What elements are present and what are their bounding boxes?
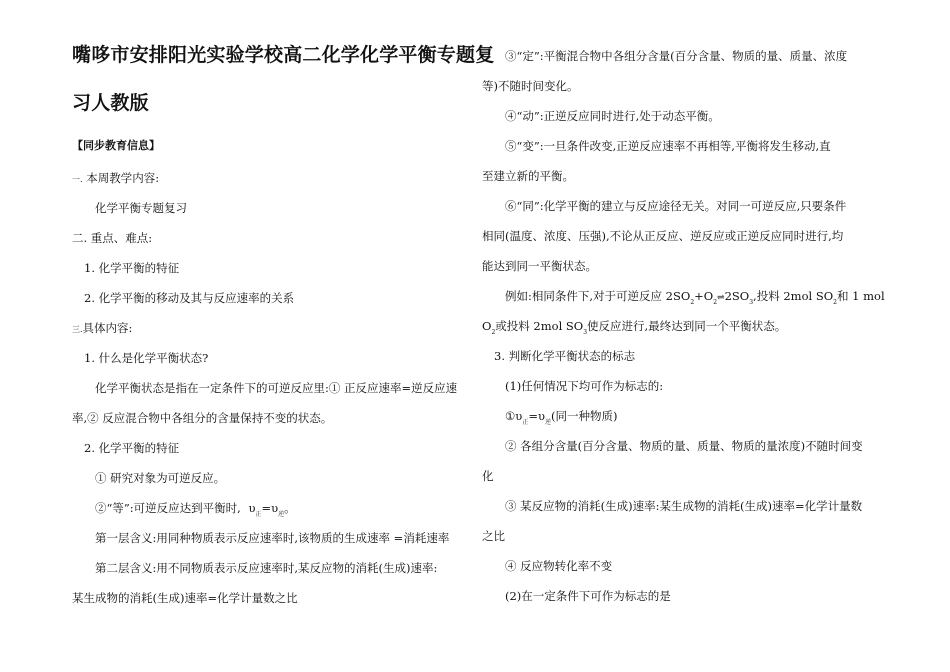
section1-body: 化学平衡专题复习	[95, 201, 187, 215]
subscript-reverse: 逆	[278, 511, 285, 518]
mark-1-1	[505, 408, 617, 427]
example-text: 使反应进行,最终达到同一个平衡状态。	[587, 319, 787, 333]
question-1: 1. 什么是化学平衡状态?	[84, 351, 209, 365]
example-line1	[505, 288, 885, 307]
formula-part: 2SO	[724, 289, 750, 303]
equals-v: =υ	[261, 501, 279, 515]
equals-v: =υ	[528, 409, 545, 423]
q1-body-line2: 率,② 反应混合物中各组分的含量保持不变的状态。	[72, 411, 333, 425]
layer2-meaning-line2: 某生成物的消耗(生成)速率=化学计量数之比	[72, 591, 298, 605]
feature-3-line1: ③“定”:平衡混合物中各组分含量(百分含量、物质的量、质量、浓度	[505, 49, 848, 63]
mark-2-heading: (2)在一定条件下可作为标志的是	[505, 589, 671, 603]
q1-body-line1: 化学平衡状态是指在一定条件下的可逆反应里:① 正反应速率=逆反应速	[95, 381, 458, 395]
formula-part: O	[482, 319, 492, 333]
mark-1-2-line2: 化	[482, 469, 494, 483]
period: 。	[284, 501, 296, 515]
example-text: 例如:相同条件下,对于可逆反应 2SO	[505, 289, 691, 303]
feature-6-line3: 能达到同一平衡状态。	[482, 259, 597, 273]
section2-heading: 二. 重点、难点:	[72, 231, 153, 245]
subscript: 2	[713, 299, 718, 306]
feature-4: ④“动”:正逆反应同时进行,处于动态平衡。	[505, 109, 720, 123]
subscript-reverse: 逆	[544, 419, 551, 426]
section1-heading	[72, 170, 159, 188]
example-text: 或投料 2mol SO	[495, 319, 584, 333]
mark-1-2-line1: ② 各组分含量(百分含量、物质的量、质量、物质的量浓度)不随时间变	[505, 439, 863, 453]
formula-part: +O	[694, 289, 714, 303]
mark-1-heading: (1)任何情况下均可作为标志的:	[505, 379, 664, 393]
point-2-1: 1. 化学平衡的特征	[84, 261, 180, 275]
doc-title-line2: 习人教版	[72, 92, 149, 114]
subscript: 2	[491, 329, 496, 336]
section1-title: 本周教学内容:	[86, 171, 160, 185]
mark-1-4: ④ 反应物转化率不变	[505, 559, 613, 573]
subscript: 2	[833, 299, 837, 306]
feature-2-text: ②“等”:可逆反应达到平衡时,	[95, 501, 241, 515]
feature-6-line2: 相同(温度、浓度、压强),不论从正反应、逆反应或正逆反应同时进行,均	[482, 229, 844, 243]
mark-text: (同一种物质)	[550, 409, 618, 423]
subscript-forward: 正	[522, 419, 529, 426]
feature-2	[95, 500, 296, 519]
section3-heading	[72, 320, 132, 338]
mark-1-3-line2: 之比	[482, 529, 505, 543]
mark-text: ①υ	[505, 409, 523, 423]
feature-5-line2: 至建立新的平衡。	[482, 169, 574, 183]
example-text: 和 1 mol	[836, 289, 885, 303]
subscript: 2	[690, 299, 695, 306]
layer1-meaning: 第一层含义:用同种物质表示反应速率时,该物质的生成速率 =消耗速率	[95, 531, 450, 545]
equilibrium-arrow: ⇌	[717, 293, 725, 303]
sync-info-heading: 【同步教育信息】	[72, 139, 160, 152]
subscript: 3	[749, 299, 754, 306]
layer2-meaning-line1: 第二层含义:用不同物质表示反应速率时,某反应物的消耗(生成)速率:	[95, 561, 438, 575]
question-3: 3. 判断化学平衡状态的标志	[494, 349, 636, 363]
v-symbol: υ	[248, 501, 256, 515]
example-text: ,投料 2mol SO	[753, 289, 834, 303]
section3-title: 具体内容:	[82, 321, 133, 335]
section1-number: 一.	[72, 175, 83, 184]
mark-1-3-line1: ③ 某反应物的消耗(生成)速率:某生成物的消耗(生成)速率=化学计量数	[505, 499, 863, 513]
feature-3-line2: 等)不随时间变化。	[482, 79, 579, 93]
doc-title-line1: 嘴哆市安排阳光实验学校高二化学化学平衡专题复	[72, 44, 495, 66]
question-2: 2. 化学平衡的特征	[84, 441, 180, 455]
feature-5-line1: ⑤“变”:一旦条件改变,正逆反应速率不再相等,平衡将发生移动,直	[505, 139, 831, 153]
feature-6-line1: ⑥“同”:化学平衡的建立与反应途径无关。对同一可逆反应,只要条件	[505, 199, 847, 213]
example-line2	[482, 318, 786, 337]
section3-number: 三.	[72, 325, 83, 334]
feature-1: ① 研究对象为可逆反应。	[95, 471, 226, 485]
subscript: 3	[583, 329, 588, 336]
subscript-forward: 正	[255, 511, 262, 518]
point-2-2: 2. 化学平衡的移动及其与反应速率的关系	[84, 291, 295, 305]
